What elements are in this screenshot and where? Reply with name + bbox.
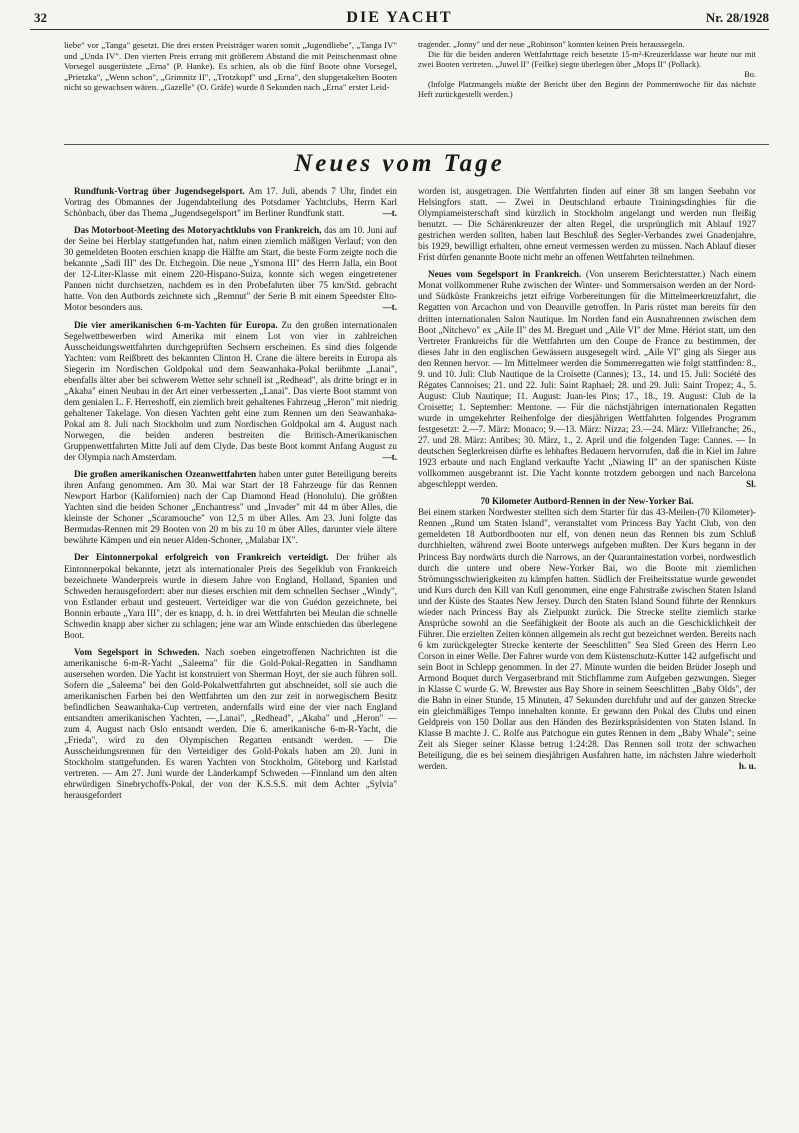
article-heading: Der Eintonnerpokal erfolgreich von Frankreich verteidigt. xyxy=(74,552,329,563)
article-body: Bei einem starken Nordwester stellten sich dem Starter für das 43-Meilen-(70 Kilometer)-Rennen „Rund um Staten Island", veranstaltet vom Princess Bay Yacht Club, von den gemeldeten 18 Autbordbooten nur elf, von denen neun das Rennen bis zum Schluß durchhielten, während zwei Boote unterwegs aufgeben mußten. Der Kurs begann in der Princess Bay nordwärts durch die Narrows, an der Quarantainestation vorbei, nordwestlich durch die untere und obere New-Yorker Bai, wo die Boote mit ziemlichen Strömungsschwierigkeiten zu kämpfen hatten. Südlich der Freiheitsstatue wurde gewendet und Kurs durch den Kill van Kull genommen, eine enge Fahrstraße zwischen Staten Island und der Küste des Staates New Jersey. Durch den Staten Island Sound führte der Rennkurs wieder nach Princess Bay als Zielpunkt zurück. Die Strecke stellte ziemlich starke Ansprüche sowohl an die Seefähigkeit der Boote als auch an die Geschicklichkeit der Führer. Die erzielten Zeiten können allgemein als recht gut bezeichnet werden. Bereits nach 6 km zurückgelegter Strecke kenterte der Seeschlitten" Sea Sled Green des Herrn Leo Corson in einer Welle. Der Fahrer wurde von dem Küstenschutz-Kutter 142 aufgefischt und sein Boot in Schlepp genommen. In der 27. Minute wurden die beiden Brüder Joseph und Armond Boquet durch Vergaserbrand mit Stichflamme zum Aufgeben gezwungen. Sieger in Klasse C wurde G. W. Brewster aus Bay Shore in seinem Seeschlitten „Baby Olds", der die Bahn in einer Stunde, 15 Minuten, 47 Sekunden durchfuhr und auf der ganzen Strecke ein gleichmäßiges Tempo innehalten konnte. Er gewann den Pokal des Clubs und einen Geldpreis von 150 Dollar aus den Händen des Bezirkspräsidenten von Staten Island. In Klasse B machte J. C. Rolfe aus Patchogue ein gutes Rennen in dem „Baby Whale"; seine Zeit als Sieger seiner Klasse betrug 1:24:28. Das Rennen soll trotz der schwachen Beteiligung, die es bei seinem diesjährigen Ausfahren hatte, im nächsten Jahre wiederholt werden. h. u. xyxy=(418,507,756,772)
article xyxy=(64,320,397,464)
article xyxy=(418,269,756,490)
editor-note: (Infolge Platzmangels mußte der Bericht über den Beginn der Pommernwoche für das nächste Heft zurückgestellt werden.) xyxy=(418,79,756,99)
article-heading: Die vier amerikanischen 6-m-Yachten für Europa. xyxy=(74,319,278,330)
signature: Bo. xyxy=(744,69,756,79)
section-title: Neues vom Tage xyxy=(294,150,505,177)
signature: —t. xyxy=(382,208,397,219)
article-body: das am 10. Juni auf der Seine bei Herblay stattgefunden hat, nahm einen ziemlich mäßigen Verlauf; von den 30 gemeldeten Booten erschien knapp die Hälfte am Start, die beste Form zeigte noch die bekannte „Sadi III" des Dr. Etchegoin. Die neue „Ysmona III" des Herrn Jalla, ein Boot der 12-Liter-Klasse mit einem 220-Hispano-Suiza, konnte sich wegen eingetretener Pannen nicht durchsetzen, nachdem es in den Probefahrten über 75 km/Std. gebracht hatte. Von den Autbords zeichnete sich „Remnut" der Serie B mit einem Speedster Elto-Motor besonders aus. xyxy=(64,225,397,313)
paragraph: liebe" vor „Tanga" gesetzt. Die drei ersten Preisträger waren somit „Jugendliebe", „Tanga IV" und „Unda IV". Den vierten Preis errang mit größerem Abstand die mit Peitschenmast ohne Vorsegel ausgerüstete „Erna" (P. Hanke). Es schien, als ob die fünf Boote ohne Vorsegel, „Prietzka", „Wenn schon", „Grimnitz II", „Trotzkopf" und „Erna", den slupgetakelten Booten nicht so gewachsen wären. „Gazelle" (O. Gräfe) wurde 8 Sekunden nach „Erna" erster Leid- xyxy=(64,40,397,93)
article-heading: Neues vom Segelsport in Frankreich. xyxy=(428,269,582,280)
article-body: (Von unserem Berichterstatter.) Nach einem Monat vollkommener Ruhe zwischen der Winter- und Sommersaison werden an der Nord- und Südküste Frankreichs jetzt eifrige Vorbereitungen für die Mittelmeerkreuzfahrt, die Regatten von Arcachon und von Deauville getroffen. In Paris rüstet man bereits für den dritten internationalen Salon Nautique. Im Norden fand ein Ausnahrennen zwischen dem Boot „Nitchevo" ex „Aile II" des M. Breguet und „Aile VI" der Mme. Hériot statt, um den Vertreter Frankreichs für die Wettfahrten um den Coupe de France zu bestimmen, der dieses Jahr in den englischen Gewässern ausgesegelt wird. „Aile VI" ging als Sieger aus den Rennen hervor. — Im Mittelmeer werden die Sommerregatten wie folgt stattfinden: 8., 9. und 10. Juli: Club Nautique de la Croisette (Cannes); 13., 14. und 15. Juli: Société des Régates Cannoises; 21. und 22. Juli: Saint Raphael; 28. und 29. Juli: Saint Tropez; 4., 5. August: Club Nautique; 11. August: Juan-les Pins; 17., 18., 19. August: Club de la Croisette; 1. September: Mentone. — Für die nächstjährigen internationalen Regatten wurde in umgekehrter Reihenfolge der diesjährigen Wettfahrten folgendes Programm festgesetzt: 2.—7. März: Monaco; 9.—13. März: Nizza; 23.—24. März: Villefranche; 26., 27. und 28. März: Antibes; 30. März, 1., 2. April und die folgenden Tage: Cannes. — In deutschen Seglerkreisen dürfte es lebhaftes Bedauern hervorrufen, daß die in Kiel im Jahre 1923 erbaute und nach England verkaufte Yacht „Niawing II" an der spanischen Küste vollkommen ausgebrannt ist. Die Yacht konnte trotzdem geborgen und nach Barcelona abgeschleppt werden. xyxy=(418,269,756,490)
signature: —t. xyxy=(382,302,397,313)
paragraph: worden ist, ausgetragen. Die Wettfahrten finden auf einer 38 sm langen Seebahn vor Helsingfors statt. — Zwei in Deutschland erbaute Trainingsdinghies für die Olympiameisterschaft sind kürzlich in Stockholm angelangt und werden nun fleißig benutzt. — Die Schärenkreuzer der alten Regel, die ursprünglich mit Ablauf 1927 gestrichen werden sollten, haben laut Beschluß des Segler-Verbandes zwei Gnadenjahre, bis 1929, bewilligt erhalten, ohne erneut vermessen werden zu müssen. Nach Ablauf dieser Frist dürfen genannte Boote nicht mehr an offenen Wettfahrten teilnehmen. xyxy=(418,186,756,263)
section-rule xyxy=(64,144,769,145)
article-body: Der früher als Eintonnerpokal bekannte, jetzt als internationaler Preis des Segelklub von Frankreich bezeichnete Wanderpreis wurde in diesem Jahre von England, Holland, Spanien und Schweden herausgefordert: aber nur dieses erschien mit dem schnellen Sechser „Windy", von Estlander erbaut und gesteuert. Verteidiger war die von Guédon gezeichnete, bei Bonnin erbaute „Yara III", der es knapp, d. h. in drei Wettfahrten bei Meulan die schnelle Schwedin knapp aber sicher zu schlagen; jene war am Winde entschieden das überlegene Boot. xyxy=(64,552,397,640)
issue-number: Nr. 28/1928 xyxy=(705,10,769,25)
article-heading: Die großen amerikanischen Ozeanwettfahrten xyxy=(74,469,257,480)
bottom-left-column xyxy=(64,186,397,801)
paragraph: tragender. „Jonny" und der neue „Robinson" konnten keinen Preis heraussegeln. xyxy=(418,40,685,49)
top-left-column xyxy=(64,40,397,93)
article-heading: Rundfunk-Vortrag über Jugendsegelsport. xyxy=(74,186,245,196)
article xyxy=(64,225,397,313)
signature: h. u. xyxy=(738,761,756,772)
page-header xyxy=(30,6,769,28)
article xyxy=(64,469,397,546)
article xyxy=(64,186,397,219)
page-number: 32 xyxy=(34,10,47,25)
masthead: DIE YACHT xyxy=(346,9,453,26)
article-body: haben unter guter Beteiligung bereits ihren Anfang genommen. Am 30. Mai war Start der 18 Fahrzeuge für das Rennen Newport Harbor (Kalifornien) nach der Cap Diamond Head (Honolulu). Die größten Yachten sind die beiden Schoner „Enchantress" und „Invader" mit 44 m über Alles, die kleinste der Schoner „Scaramouche" von 12,5 m über Alles. Am 23. Juni folgte das Bermudas-Rennen mit 29 Booten von 20 m bis zu 10 m über Alles, darunter viele ältere bewährte Kämpen und ein neuer Alden-Schoner, „Malabar IX". xyxy=(64,469,397,546)
article xyxy=(64,647,397,802)
article xyxy=(64,552,397,640)
paragraph: Die für die beiden anderen Wettfahrttage reich besetzte 15-m²-Kreuzerklasse war heute nur mit zwei Booten vertreten. „Juwel II" (Feilke) siegte überlegen über „Mops II" (Pollack). xyxy=(418,49,756,69)
article-heading: 70 Kilometer Autbord-Rennen in der New-Yorker Bai. xyxy=(480,496,694,507)
article-body: Zu den großen internationalen Segelwettbewerben wird Amerika mit einem Lot von vier in zahlreichen Ausscheidungswettfahrten durchgeprüften Sechsern erscheinen. Es sind dies folgende Yachten: vom Reißbrett des bekannten Clinton H. Crane die ältere bereits in Europa als Siegerin im Nordischen Goldpokal und dem Seawanhaka-Pokal berühmte „Lanai", ebenfalls älter aber bei schwerem Wetter sehr schnell ist „Redhead", als dritte bringt er in „Akaba" einen Neubau in der Art einer verbesserten „Lanai". Das vierte Boot stammt von dem genialen L. F. Herreshoff, ein ziemlich breit gehaltenes Fahrzeug „Heron" mit niedrig gehaltener Takelage. Von diesen Yachten geht eine zum Rennen um den Seawanhaka-Pokal am 8. Juli nach Stockholm und zum Nordischen Goldpokal am 4. August nach Norwegen, die beiden anderen bestreiten die Britisch-Amerikanischen Gruppenwettfahrten Mitte Juli auf dem Clyde. Das beste Boot kommt Anfang August zu der Olympia nach Amsterdam. xyxy=(64,319,397,463)
top-right-column xyxy=(418,40,756,100)
header-rule xyxy=(30,29,769,30)
article-heading: Vom Segelsport in Schweden. xyxy=(74,646,200,657)
signature: —t. xyxy=(382,452,397,463)
article-body: Am 17. Juli, abends 7 Uhr, findet ein Vortrag des Obmannes der Jugendabteilung des Potsdamer Yachtclubs, Herrn Karl Schönbach, über das Thema „Jugendsegelsport" im Berliner Rundfunk statt. xyxy=(64,186,397,219)
article-heading: Das Motorboot-Meeting des Motoryachtklubs von Frankreich, xyxy=(74,225,322,236)
article-body: Nach soeben eingetroffenen Nachrichten ist die amerikanische 6-m-R-Yacht „Saleema" für die Gold-Pokal-Regatten in Sandhamn ausersehen worden. Die Yacht ist konstruiert von Sherman Hoyt, der sie auch führen soll. Sofern die „Saleema" bei den Gold-Pokalwettfahrten gut abschneidet, soll sie auch die amerikanischen Farben bei den Wettfahrten um den zur zeit in norwegischem Besitz befindlichen Seawanhaka-Cup vertreten, andernfalls wird eine der vier nach England entsandten amerikanischen Yachten, —„Lanai", „Redhead", „Akaba" und „Heron" — zum 4. August nach Oslo entsandt werden. Die 6. amerikanische 6-m-R-Yacht, die „Frieda", wird zu den Olympischen Regatten entsandt werden. — Die Ausscheidungsrennen für den Verteidiger des Gold-Pokals haben am 20. Juni in Stockholm stattgefunden. Es waren Yachten von Stockholm, Göteborg und Karlstad vertreten. — Am 27. Juni wurde der Länderkampf Schweden —Finnland um den alten ehrwürdigen Sinebrychoffs-Pokal, der von der K.S.S.S. mit dem Achter „Sylvia" herausgefordert xyxy=(64,646,397,801)
bottom-right-column xyxy=(418,186,756,772)
signature: Sl. xyxy=(746,479,756,490)
